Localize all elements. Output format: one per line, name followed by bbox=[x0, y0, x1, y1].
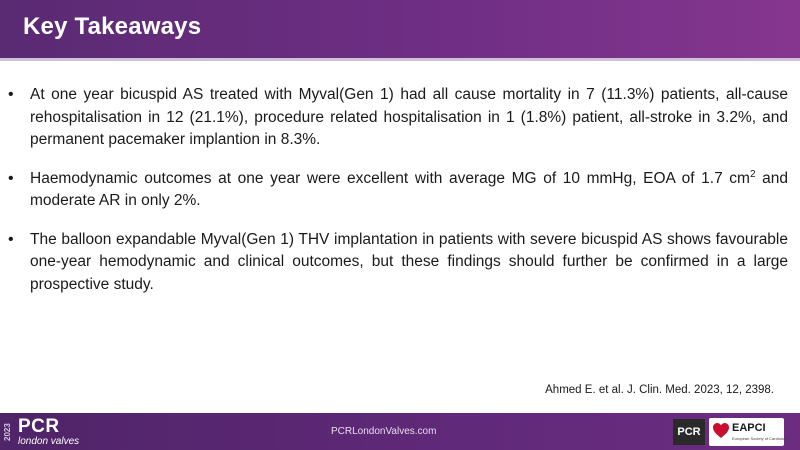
eapci-name: EAPCI bbox=[732, 422, 766, 434]
footer-year: 2023 bbox=[3, 423, 12, 441]
list-item bbox=[8, 229, 788, 297]
bullet-text bbox=[30, 168, 788, 213]
bullet-text: At one year bicuspid AS treated with Myval(Gen 1) had all cause mortality in 7 (11.3%) patients, all-cause rehospitalisation in 12 (21.1%), procedure related hospitalisation in 1 (1.8%) patient, all-stroke in 3.2%, and permanent pacemaker implantion in 8.3%. bbox=[30, 86, 788, 148]
pcr-badge-logo: PCR bbox=[673, 419, 705, 445]
heart-icon bbox=[713, 422, 729, 440]
list-item bbox=[8, 168, 788, 213]
eapci-tagline: European Society of Cardiology bbox=[732, 436, 789, 441]
bullet-icon: • bbox=[8, 169, 14, 187]
bullet-text-part: and moderate AR in only 2%. bbox=[30, 169, 788, 209]
bullet-icon: • bbox=[8, 230, 14, 248]
pcr-logo: PCR bbox=[18, 416, 60, 437]
bullet-icon: • bbox=[8, 86, 14, 103]
citation: Ahmed E. et al. J. Clin. Med. 2023, 12, 2398. bbox=[545, 384, 774, 396]
list-item bbox=[8, 84, 788, 152]
superscript: 2 bbox=[749, 168, 756, 180]
pcr-logo-subtitle: london valves bbox=[18, 436, 80, 447]
bullet-text: The balloon expandable Myval(Gen 1) THV implantation in patients with severe bicuspid AS shows favourable one-year hemodynamic and clinical outcomes, but these findings should further be confirmed in a large prospective study. bbox=[30, 230, 788, 293]
footer-link[interactable]: PCRLondonValves.com bbox=[331, 426, 437, 437]
slide-title: Key Takeaways bbox=[23, 13, 202, 40]
takeaways-list bbox=[8, 84, 788, 312]
header-divider bbox=[0, 58, 800, 61]
eapci-logo bbox=[709, 418, 789, 446]
bullet-text-part: Haemodynamic outcomes at one year were excellent with average MG of 10 mmHg, EOA of 1.7 cm bbox=[30, 169, 750, 187]
header-bar bbox=[0, 0, 800, 58]
